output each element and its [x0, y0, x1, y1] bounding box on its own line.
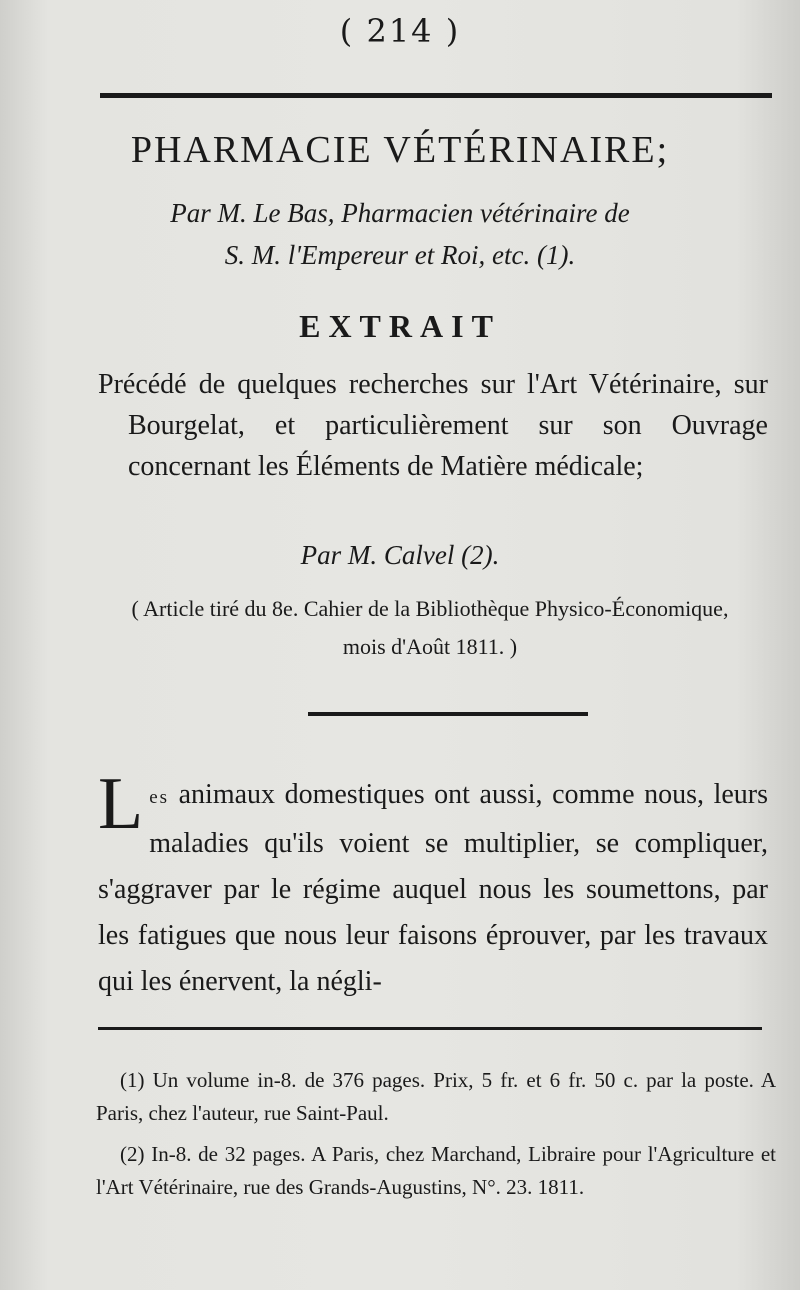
footnote-rule: [98, 1027, 762, 1030]
page-number: ( 214 ): [339, 12, 461, 50]
extrait-subtitle: Précédé de quelques recherches sur l'Art Vétérinaire, sur Bourgelat, et particulièrement sur son Ouvrage concernant les Éléments de Matière médicale;: [98, 369, 768, 482]
drop-cap: L: [98, 763, 144, 845]
footnote-1: (1) Un volume in-8. de 376 pages. Prix, 5 fr. et 6 fr. 50 c. par la poste. A Paris, chez l'auteur, rue Saint-Paul.: [96, 1068, 776, 1125]
article-source-note: ( Article tiré du 8e. Cahier de la Bibliothèque Physico-Économique, mois d'Août 1811. ): [131, 596, 729, 659]
body-text: animaux domestiques ont aussi, comme nous, leurs maladies qu'ils voient se multiplier, se compliquer, s'aggraver par le régime auquel nous les soumettons, par les fatigues que nous leur faisons éprouver, par les travaux qui les énervent, la négli-: [98, 779, 768, 997]
first-word-smallcaps: es: [149, 787, 170, 808]
header-rule: [100, 93, 772, 98]
section-title: PHARMACIE VÉTÉRINAIRE;: [130, 129, 670, 171]
byline-line-1: Par M. Le Bas, Pharmacien vétérinaire de: [170, 198, 630, 228]
footnote-2: (2) In-8. de 32 pages. A Paris, chez Marchand, Libraire pour l'Agriculture et l'Art Vétérinaire, rue des Grands-Augustins, N°. 23. 1811.: [96, 1142, 776, 1199]
section-divider: [308, 712, 588, 716]
extrait-heading: EXTRAIT: [299, 308, 501, 344]
byline-calvel: Par M. Calvel (2).: [300, 540, 500, 570]
body-paragraph: [98, 763, 768, 1005]
byline-line-2: S. M. l'Empereur et Roi, etc. (1).: [224, 240, 576, 270]
